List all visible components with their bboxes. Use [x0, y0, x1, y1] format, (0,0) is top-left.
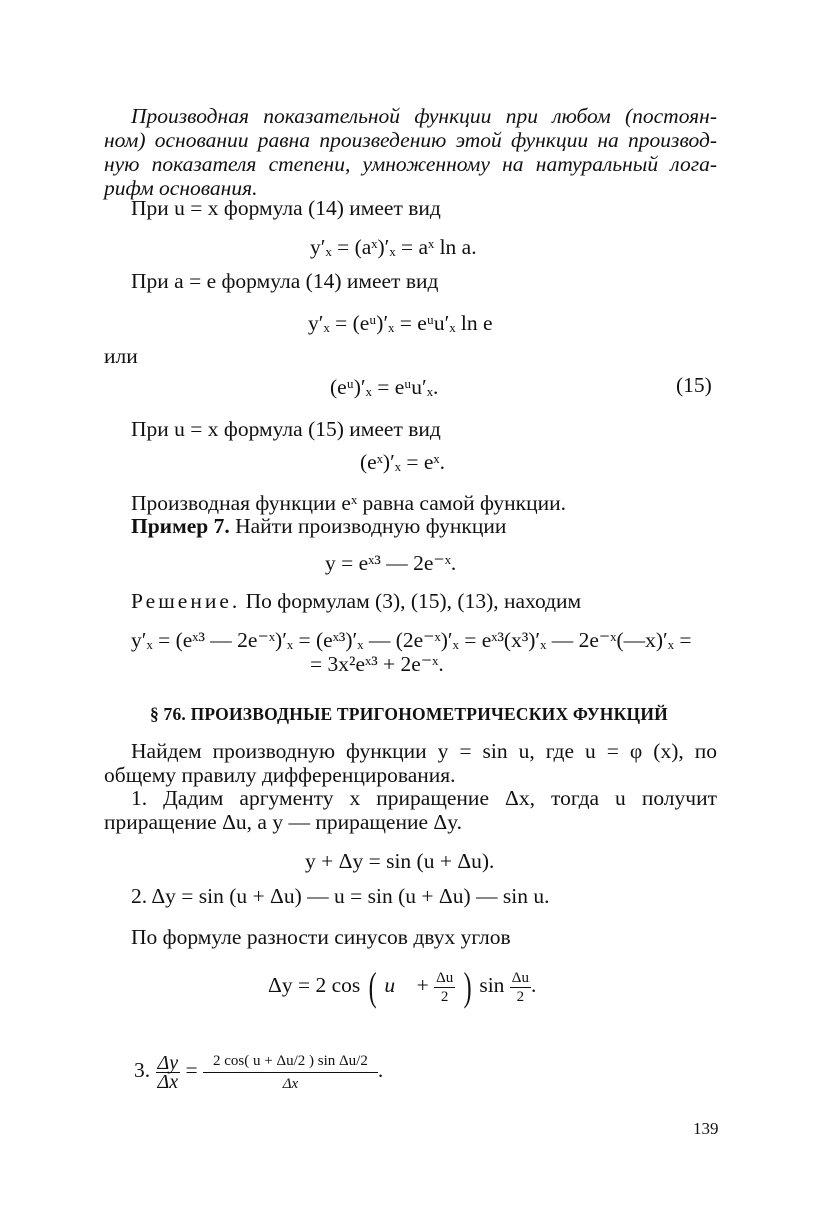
solution-label: Решение.	[131, 589, 241, 613]
text-or: или	[104, 344, 138, 368]
text-when-u-x-15: При u = x формула (15) имеет вид	[131, 417, 441, 441]
theorem-line-1: Производная показательной функции при любом (постоян-	[131, 104, 717, 128]
formula-exp-derivative: y′ₓ = (aˣ)′ₓ = aˣ ln a.	[310, 235, 477, 259]
page-number: 139	[693, 1119, 719, 1138]
example-label: Пример 7.	[131, 514, 230, 538]
frac-delta-u-2: $\frac{\Delta u}{2}$	[436, 969, 454, 1005]
section-p2-line-1: 1. Дадим аргументу x приращение Δx, тогда u получит	[131, 786, 717, 810]
section-p2-line-2: приращение Δu, а y — приращение Δy.	[104, 810, 462, 834]
text-sine-difference: По формуле разности синусов двух углов	[131, 925, 511, 949]
text-when-a-e-14: При a = e формула (14) имеет вид	[131, 269, 439, 293]
formula-example-function: y = eˣ³ — 2e⁻ˣ.	[325, 551, 457, 575]
right-paren: )	[463, 964, 472, 1010]
f9-left: Δy = 2 cos	[268, 973, 361, 997]
section-p1-line-1: Найдем производную функции y = sin u, где u = φ (x), по	[131, 739, 717, 763]
example-line	[131, 513, 506, 539]
frac-delta-u-2-b: $\frac{\Delta u}{2}$	[511, 969, 529, 1005]
formula-solution-line-1: y′ₓ = (eˣ³ — 2e⁻ˣ)′ₓ = (eˣ³)′ₓ — (2e⁻ˣ)′ₓ = eˣ³(x³)′ₓ — 2e⁻ˣ(—x)′ₓ =	[131, 628, 692, 652]
theorem-line-2: ном) основании равна произведению этой функции на производ-	[104, 128, 717, 152]
formula-increment: y + Δy = sin (u + Δu).	[305, 849, 495, 873]
step-3-label: 3.	[134, 1058, 151, 1082]
solution-line	[131, 588, 581, 614]
f9-plus: +	[416, 973, 429, 997]
section-p1-line-2: общему правилу дифференцирования.	[104, 763, 456, 787]
formula-step-2: 2. Δy = sin (u + Δu) — u = sin (u + Δu) — sin u.	[131, 884, 550, 908]
f9-u: u	[384, 973, 396, 997]
left-paren: (	[368, 964, 377, 1010]
section-heading: § 76. ПРОИЗВОДНЫЕ ТРИГОНОМЕТРИЧЕСКИХ ФУНКЦИЙ	[150, 704, 668, 724]
example-text: Найти производную функции	[235, 514, 507, 538]
lhs-fraction: $\frac{\Delta y}{\Delta x}$	[157, 1051, 179, 1093]
theorem-line-3: ную показателя степени, умноженному на натуральный лога-	[104, 152, 717, 176]
theorem-line-4: рифм основания.	[104, 176, 258, 200]
formula-ex: (eˣ)′ₓ = eˣ.	[360, 450, 446, 474]
text-when-u-x-14: При u = x формула (14) имеет вид	[131, 196, 441, 220]
formula-step-3: 3. $\frac{\Delta y}{\Delta x}$ = $\frac{\text{2 cos( u + Δu/2 ) sin Δu/2}}{\Delta x}$ .	[134, 1051, 384, 1093]
f9-sin: sin	[479, 973, 505, 997]
solution-text: По формулам (3), (15), (13), находим	[245, 589, 582, 613]
equation-number-15: (15)	[676, 373, 712, 397]
formula-solution-line-2: = 3x²eˣ³ + 2e⁻ˣ.	[310, 652, 444, 676]
formula-delta-y: Δy = 2 cos ( u + $\frac{\Delta u}{2}$ ) sin $\frac{\Delta u}{2}$ .	[268, 964, 537, 1010]
formula-15: (eᵘ)′ₓ = eᵘu′ₓ.	[330, 375, 439, 399]
text-derivative-ex: Производная функции eˣ равна самой функции.	[131, 491, 566, 515]
formula-eu-ln-e: y′ₓ = (eᵘ)′ₓ = eᵘu′ₓ ln e	[308, 311, 493, 335]
rhs-fraction: $\frac{\text{2 cos( u + Δu/2 ) sin Δu/2}}{\Delta x}$	[203, 1050, 378, 1095]
